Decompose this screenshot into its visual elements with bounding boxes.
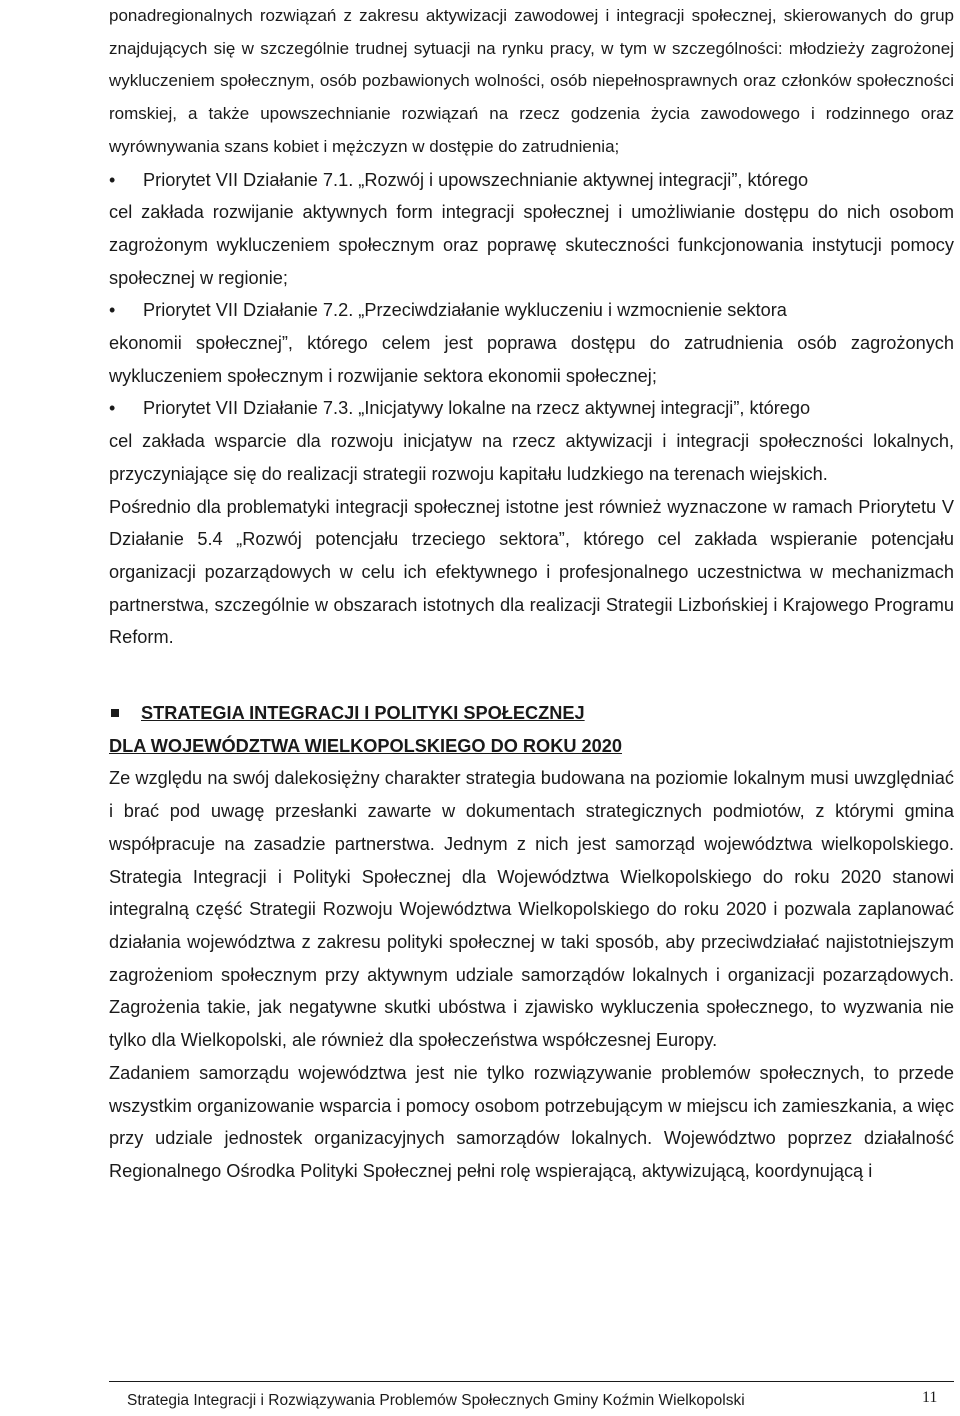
- paragraph-intro: ponadregionalnych rozwiązań z zakresu aktywizacji zawodowej i integracji społecznej, skierowanych do grup znajdujących się w szczególnie trudnej sytuacji na rynku pracy, w tym w szczególności: młodzieży zagrożonej wykluczeniem społecznym, osób pozbawionych wolności, osób niepełnosprawnych oraz członków społeczności romskiej, a także upowszechnianie rozwiązań na rzecz godzenia życia zawodowego i rodzinnego oraz wyrównywania szans kobiet i mężczyzn w dostępie do zatrudnienia;: [109, 6, 954, 156]
- section-paragraph-1: Ze względu na swój dalekosiężny charakter strategia budowana na poziomie lokalnym musi uwzględniać i brać pod uwagę przesłanki zawarte w dokumentach strategicznych podmiotów, z którymi gmina współpracuje na zasadzie partnerstwa. Jednym z nich jest samorząd województwa wielkopolskiego. Strategia Integracji i Polityki Społecznej dla Województwa Wielkopolskiego do roku 2020 stanowi integralną część Strategii Rozwoju Województwa Wielkopolskiego do roku 2020 i pozwala zaplanować działania województwa z zakresu polityki społecznej w taki sposób, aby przeciwdziałać najistotniejszym zagrożeniom społecznym przy aktywnym udziale samorządów lokalnych i organizacji pozarządowych. Zagrożenia takie, jak negatywne skutki ubóstwa i zjawisko wykluczenia społecznego, to wyzwania nie tylko dla Wielkopolski, ale również dla społeczeństwa współczesnej Europy.: [109, 768, 954, 1051]
- square-bullet-icon: [111, 709, 119, 717]
- page-number: 11: [922, 1389, 938, 1406]
- section-title-line2: DLA WOJEWÓDZTWA WIELKOPOLSKIEGO DO ROKU 2020: [109, 735, 622, 756]
- paragraph-indirect: Pośrednio dla problematyki integracji społecznej istotne jest również wyznaczone w ramach Priorytetu V Działanie 5.4 „Rozwój potencjału trzeciego sektora”, którego cel zakłada wspieranie potencjału organizacji pozarządowych w celu ich efektywnego i profesjonalnego uczestnictwa w mechanizmach partnerstwa, szczególnie w obszarach istotnych dla realizacji Strategii Lizbońskiej i Krajowego Programu Reform.: [109, 496, 954, 648]
- bullet-first-line: Priorytet VII Działanie 7.1. „Rozwój i upowszechnianie aktywnej integracji”, którego: [143, 169, 809, 190]
- list-item: [109, 164, 954, 295]
- list-item: [109, 294, 954, 392]
- bullet-continuation: cel zakłada wsparcie dla rozwoju inicjatyw na rzecz aktywizacji i integracji społeczności lokalnych, przyczyniające się do realizacji strategii rozwoju kapitału ludzkiego na terenach wiejskich.: [109, 431, 954, 484]
- document-page: [109, 0, 954, 1188]
- footer-title: Strategia Integracji i Rozwiązywania Problemów Społecznych Gminy Koźmin Wielkopolski: [127, 1392, 745, 1409]
- section-title-line1: STRATEGIA INTEGRACJI I POLITYKI SPOŁECZNEJ: [141, 703, 585, 724]
- footer-divider: [109, 1381, 954, 1382]
- bullet-continuation: ekonomii społecznej”, którego celem jest poprawa dostępu do zatrudnienia osób zagrożonych wykluczeniem społecznym i rozwijanie sektora ekonomii społecznej;: [109, 333, 954, 386]
- bullet-first-line: Priorytet VII Działanie 7.3. „Inicjatywy lokalne na rzecz aktywnej integracji”, którego: [143, 398, 811, 419]
- bullet-first-line: Priorytet VII Działanie 7.2. „Przeciwdziałanie wykluczeniu i wzmocnienie sektora: [143, 300, 787, 321]
- section-paragraph-2: Zadaniem samorządu województwa jest nie tylko rozwiązywanie problemów społecznych, to przede wszystkim organizowanie wsparcia i pomocy osobom potrzebującym w miejscu ich zamieszkania, a więc przy udziale jednostek organizacyjnych samorządów lokalnych. Województwo poprzez działalność Regionalnego Ośrodka Polityki Społecznej pełni rolę wspierającą, aktywizującą, koordynującą i: [109, 1062, 954, 1181]
- list-item: [109, 392, 954, 490]
- bullet-icon: •: [109, 398, 116, 419]
- bullet-icon: •: [109, 300, 116, 321]
- bullet-continuation: cel zakłada rozwijanie aktywnych form integracji społecznej i umożliwianie dostępu do nich osobom zagrożonym wykluczeniem społecznym oraz poprawę skuteczności funkcjonowania instytucji pomocy społecznej w regionie;: [109, 202, 954, 288]
- bullet-icon: •: [109, 169, 116, 190]
- section-heading: [109, 697, 954, 762]
- bullet-list: [109, 164, 954, 491]
